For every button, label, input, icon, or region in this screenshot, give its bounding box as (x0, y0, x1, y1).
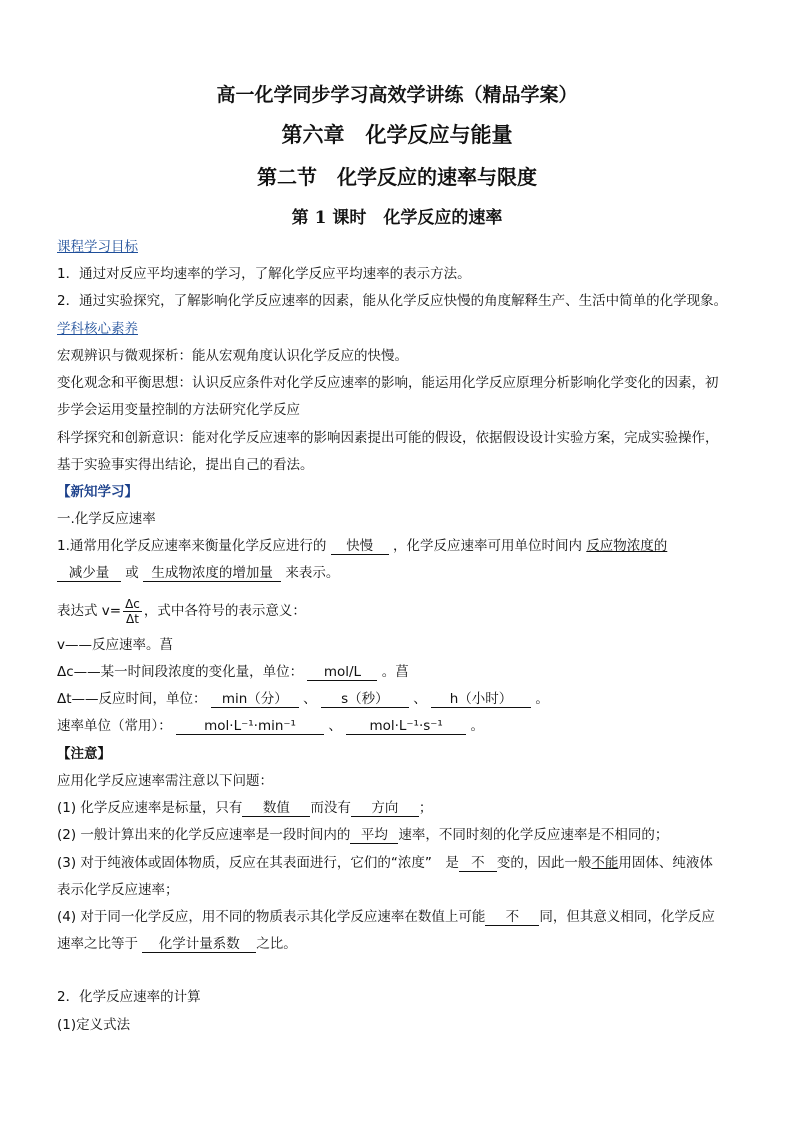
definition-line-1: 1.通常用化学反应速率来衡量化学反应进行的 快慢 ，化学反应速率可用单位时间内 反应物浓度的 (57, 538, 668, 554)
blank-rate-unit-min: mol·L⁻¹·min⁻¹ (176, 718, 324, 735)
goal-item-2: 2．通过实验探究，了解影响化学反应速率的因素，能从化学反应快慢的角度解释生产、生活中简单的化学现象。 (57, 293, 728, 309)
note-4-line-2: 速率之比等于 化学计量系数 之比。 (57, 936, 297, 952)
blank-reactant: 反应物浓度的 (586, 538, 668, 554)
chapter-title: 第六章 化学反应与能量 (281, 122, 513, 147)
calc-heading: 2．化学反应速率的计算 (57, 989, 201, 1005)
blank-fast: 快慢 (331, 538, 389, 555)
goals-heading: 课程学习目标 (57, 239, 138, 255)
note-3-line-2: 表示化学反应速率； (57, 882, 179, 898)
new-knowledge-heading: 【新知学习】 (57, 484, 138, 500)
literacy-line-5: 基于实验事实得出结论，提出自己的看法。 (57, 457, 314, 473)
note-3-line-1: (3) 对于纯液体或固体物质，反应在其表面进行，它们的“浓度” 是 不 变的，因此一般不能用固体、纯液体 (57, 855, 713, 871)
blank-dt-min: min（分） (211, 691, 299, 708)
lesson-title: 第 1 课时 化学反应的速率 (291, 208, 503, 228)
blank-direction: 方向 (351, 800, 419, 817)
v-meaning: v——反应速率。菖 (57, 637, 173, 653)
blank-reactant-decrease: 减少量 (57, 565, 121, 582)
calc-item-1: (1)定义式法 (57, 1017, 131, 1033)
blank-product-increase: 生成物浓度的增加量 (143, 565, 281, 582)
definition-line-2: 减少量 或 生成物浓度的增加量 来表示。 (57, 564, 339, 582)
blank-rate-unit-s: mol·L⁻¹·s⁻¹ (346, 718, 466, 735)
blank-different: 不 (485, 909, 539, 926)
blank-average: 平均 (350, 827, 398, 844)
literacy-line-1: 宏观辨识与微观探析：能从宏观角度认识化学反应的快慢。 (57, 348, 408, 364)
note-2: (2) 一般计算出来的化学反应速率是一段时间内的 平均 速率，不同时刻的化学反应速率是不相同的； (57, 827, 669, 843)
blank-dc-unit: mol/L (307, 664, 377, 681)
dt-meaning: Δt——反应时间，单位： min（分） 、 s（秒） 、 h（小时） 。 (57, 691, 549, 707)
notes-heading: 【注意】 (57, 746, 111, 762)
blank-constant: 不 (459, 855, 497, 872)
notes-intro: 应用化学反应速率需注意以下问题： (57, 773, 273, 789)
blank-dt-h: h（小时） (431, 691, 531, 708)
blank-dt-s: s（秒） (321, 691, 409, 708)
section-title: 第二节 化学反应的速率与限度 (257, 165, 537, 189)
literacy-line-3: 步学会运用变量控制的方法研究化学反应 (57, 402, 300, 418)
rate-unit-line: 速率单位（常用）： mol·L⁻¹·min⁻¹ 、 mol·L⁻¹·s⁻¹ 。 (57, 718, 484, 734)
main-title: 高一化学同步学习高效学讲练（精品学案） (216, 84, 578, 106)
blank-coefficient: 化学计量系数 (142, 936, 256, 953)
expression-line: 表达式 v= $\frac{\Delta c}{\Delta t}$ ，式中各符号的表示意义： (57, 596, 306, 626)
literacy-line-4: 科学探究和创新意识：能对化学反应速率的影响因素提出可能的假设，依据假设设计实验方案，完成实验操作， (57, 430, 719, 446)
goal-item-1: 1．通过对反应平均速率的学习，了解化学反应平均速率的表示方法。 (57, 266, 471, 282)
blank-cannot: 不能 (591, 855, 619, 871)
literacy-line-2: 变化观念和平衡思想：认识反应条件对化学反应速率的影响，能运用化学反应原理分析影响化学变化的因素，初 (57, 375, 719, 391)
rate-fraction: $\frac{\Delta c}{\Delta t}$ (125, 596, 140, 626)
note-4-line-1: (4) 对于同一化学反应，用不同的物质表示其化学反应速率在数值上可能 不 同，但其意义相同，化学反应 (57, 909, 715, 925)
dc-meaning: Δc——某一时间段浓度的变化量，单位： mol/L 。菖 (57, 664, 409, 680)
blank-value: 数值 (242, 800, 310, 817)
rate-subheading: 一.化学反应速率 (57, 511, 156, 527)
note-1: (1) 化学反应速率是标量，只有 数值 而没有 方向 ； (57, 800, 433, 816)
literacy-heading: 学科核心素养 (57, 321, 138, 337)
